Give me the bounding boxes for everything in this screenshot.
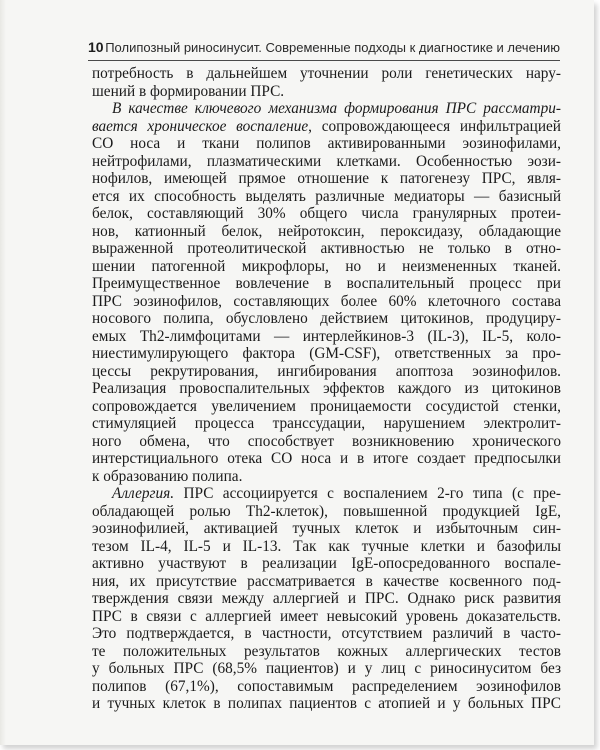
text-run: цессы рекрутирования, ингибирования апоптоза эозинофилов. xyxy=(92,362,561,380)
text-run: ПРС эозинофилов, составляющих более 60% клеточного состава xyxy=(92,292,561,310)
text-run: активно участвуют в реализации IgE-опосредованного воспале- xyxy=(92,555,561,572)
text-run: ется их способность выделять различные медиаторы — базисный xyxy=(92,187,561,205)
text-line xyxy=(92,415,561,433)
text-line xyxy=(92,205,561,223)
text-run: у больных ПРС (68,5% пациентов) и у лиц с риносинуситом без xyxy=(92,660,561,677)
text-run: полипов (67,1%), сопоставимым распределением эозинофилов xyxy=(92,677,561,695)
text-line xyxy=(92,503,561,521)
italic-run: вается хроническое воспаление xyxy=(92,117,309,135)
text-run: эозинофилией, активацией тучных клеток и избыточным син- xyxy=(92,520,561,537)
text-run: сопровождается увеличением проницаемости сосудистой стенки, xyxy=(92,397,561,415)
text-run: ного обмена, что способствует возникновению хронического xyxy=(92,432,561,450)
text-run: белок, составляющий 30% общего числа гранулярных протеи- xyxy=(92,205,561,222)
text-run: тверждения связи между аллергией и ПРС. Однако риск развития xyxy=(92,590,561,607)
text-line xyxy=(92,223,561,241)
text-line xyxy=(92,468,561,486)
text-line xyxy=(92,65,561,83)
text-run: выраженной протеолитической активностью не только в отно- xyxy=(92,240,561,257)
text-line xyxy=(92,328,561,346)
text-line xyxy=(92,380,561,398)
text-line xyxy=(92,608,561,626)
text-line xyxy=(92,485,561,503)
text-line xyxy=(92,590,561,608)
text-run: СО носа и ткани полипов активированными эозинофилами, xyxy=(92,135,561,152)
text-line xyxy=(92,345,561,363)
text-run: шении патогенной микрофлоры, но и неизмененных тканей. xyxy=(92,257,561,275)
text-line xyxy=(92,538,561,556)
text-line xyxy=(92,555,561,573)
text-run: и тучных клеток в полипах пациентов с атопией и у больных ПРС xyxy=(92,695,561,712)
text-run: стимуляцией процесса транссудации, нарушением электролит- xyxy=(92,415,561,432)
italic-run: В качестве ключевого механизма формирования ПРС рассматри- xyxy=(112,100,561,117)
text-run: обладающей ролью Th2-клеток), повышенной продукцией IgE, xyxy=(92,502,561,520)
text-line xyxy=(92,83,561,101)
text-line xyxy=(92,450,561,468)
text-run: Реализация провоспалительных эффектов каждого из цитокинов xyxy=(92,380,561,397)
text-line xyxy=(92,153,561,171)
text-run: потребность в дальнейшем уточнении роли генетических нару- xyxy=(92,65,561,82)
text-run: ПРС в связи с аллергией имеет невысокий уровень доказательств. xyxy=(92,607,561,625)
text-run: интерстициального отека СО носа и в итоге создает предпосылки xyxy=(92,450,561,467)
running-header xyxy=(88,38,560,61)
text-run: ниестимулирующего фактора (GM-CSF), ответственных за про- xyxy=(92,345,561,362)
text-line xyxy=(92,625,561,643)
text-line xyxy=(92,573,561,591)
text-line xyxy=(92,398,561,416)
text-line xyxy=(92,258,561,276)
text-line xyxy=(92,275,561,293)
text-line xyxy=(92,293,561,311)
running-title: Полипозный риносинусит. Современные подходы к диагностике и лечению xyxy=(105,40,560,55)
text-run: нов, катионный белок, нейротоксин, пероксидазу, обладающие xyxy=(92,222,561,240)
text-run: те положительных результатов кожных аллергических тестов xyxy=(92,642,561,660)
body-text xyxy=(92,65,561,713)
text-run: нофилов, имеющей прямое отношение к патогенезу ПРС, явля- xyxy=(92,170,561,187)
text-run: , сопровождающееся инфильтрацией xyxy=(308,117,561,135)
text-line xyxy=(92,363,561,381)
text-run: ПРС ассоциируется с воспалением 2-го типа (с пре- xyxy=(174,485,561,502)
text-line xyxy=(92,135,561,153)
text-line xyxy=(92,118,561,136)
text-line xyxy=(92,433,561,451)
text-line xyxy=(92,310,561,328)
text-line xyxy=(92,660,561,678)
text-run: тезом IL-4, IL-5 и IL-13. Так как тучные клетки и базофилы xyxy=(92,537,561,555)
text-line xyxy=(92,520,561,538)
text-run: нейтрофилами, плазматическими клетками. Особенностью эози- xyxy=(92,152,561,170)
text-run: к образованию полипа. xyxy=(92,467,243,485)
page-binding-edge xyxy=(0,0,6,745)
text-line xyxy=(92,678,561,696)
text-run: емых Th2-лимфоцитами — интерлейкинов-3 (IL-3), IL-5, коло- xyxy=(92,327,561,345)
text-run: ния, их присутствие рассматривается в качестве косвенного под- xyxy=(92,572,561,590)
text-line xyxy=(92,170,561,188)
text-line xyxy=(92,643,561,661)
text-line xyxy=(92,240,561,258)
italic-run: Аллергия. xyxy=(112,485,175,502)
text-run: шений в формировании ПРС. xyxy=(92,82,285,100)
text-line xyxy=(92,188,561,206)
text-line xyxy=(92,695,561,713)
text-line xyxy=(92,100,561,118)
text-run: Преимущественное вовлечение в воспалительный процесс при xyxy=(92,275,561,292)
page-number: 10 xyxy=(88,39,104,55)
text-run: Это подтверждается, в частности, отсутствием различий в часто- xyxy=(92,625,561,642)
text-run: носового полипа, обусловлено действием цитокинов, продуциру- xyxy=(92,310,561,327)
